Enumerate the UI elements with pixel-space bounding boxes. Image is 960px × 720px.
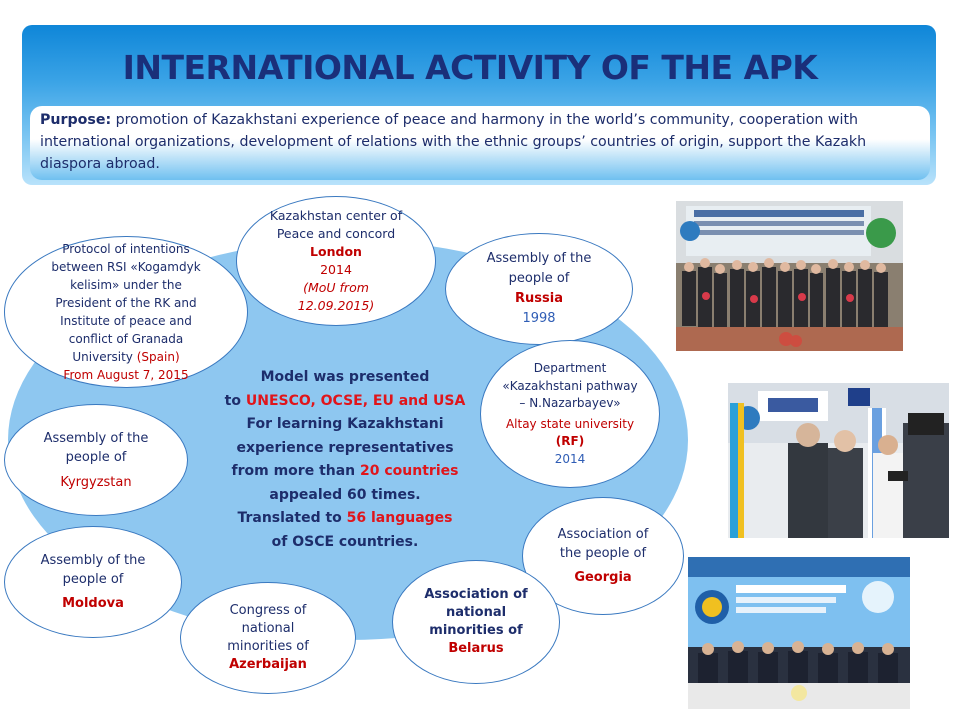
georgia-place: Georgia xyxy=(574,570,632,585)
countries-highlight: 20 countries xyxy=(360,463,459,479)
kyrgyzstan-place: Kyrgyzstan xyxy=(60,474,132,490)
osce-interview-photo xyxy=(728,383,949,538)
summary-line-4: experience representatives xyxy=(236,439,454,456)
circle-georgia: Association of the people of Georgia xyxy=(522,497,684,615)
circle-russia: Assembly of the people of Russia 1998 xyxy=(445,233,633,345)
summary-line-5: from more than 20 countries xyxy=(231,463,459,479)
circle-altay: Department «Kazakhstani pathway – N.Nazarbayev» Altay state university (RF) 2014 xyxy=(480,340,660,488)
spain-place: (Spain) xyxy=(136,350,180,364)
purpose-text: promotion of Kazakhstani experience of peace and harmony in the world’s community, cooperation with international organizations, development of relations with the ethnic groups’ countries of origin, support the Kazakh diaspora abroad. xyxy=(40,112,867,172)
altay-place: (RF) xyxy=(555,434,585,448)
circle-moldova: Assembly of the people of Moldova xyxy=(4,526,182,638)
azerbaijan-place: Azerbaijan xyxy=(229,657,307,672)
purpose-box xyxy=(30,106,930,180)
circle-azerbaijan: Congress of national minorities of Azerbaijan xyxy=(180,582,356,694)
languages-highlight: 56 languages xyxy=(346,510,453,526)
circle-london: Kazakhstan center of Peace and concord London 2014 (MoU from 12.09.2015) xyxy=(236,196,436,326)
summary-line-7: Translated to 56 languages xyxy=(237,510,453,526)
model-summary xyxy=(205,366,485,554)
organizations-highlight: UNESCO, OCSE, EU and USA xyxy=(245,392,466,409)
circle-belarus: Association of national minorities of Belarus xyxy=(392,560,560,684)
summary-line-1: Model was presented xyxy=(260,369,430,385)
purpose-label: Purpose: xyxy=(40,112,112,128)
group-photo-conference xyxy=(676,201,903,351)
russia-place: Russia xyxy=(515,291,563,306)
belarus-place: Belarus xyxy=(448,641,504,656)
page-title: INTERNATIONAL ACTIVITY OF THE APK xyxy=(122,48,818,87)
summary-line-3: For learning Kazakhstani xyxy=(246,416,444,432)
summary-line-2: to UNESCO, OCSE, EU and USA xyxy=(224,392,466,409)
civil-forum-photo xyxy=(688,557,910,709)
circle-spain: Protocol of intentions between RSI «Kogamdyk kelisim» under the President of the RK and Institute of peace and conflict of Granada University (Spain) From August 7, 2015 xyxy=(4,236,248,388)
circle-kyrgyzstan: Assembly of the people of Kyrgyzstan xyxy=(4,404,188,516)
moldova-place: Moldova xyxy=(62,596,124,611)
summary-line-6: appealed 60 times. xyxy=(269,486,421,503)
london-place: London xyxy=(310,244,362,259)
summary-line-8: of OSCE countries. xyxy=(271,533,419,550)
